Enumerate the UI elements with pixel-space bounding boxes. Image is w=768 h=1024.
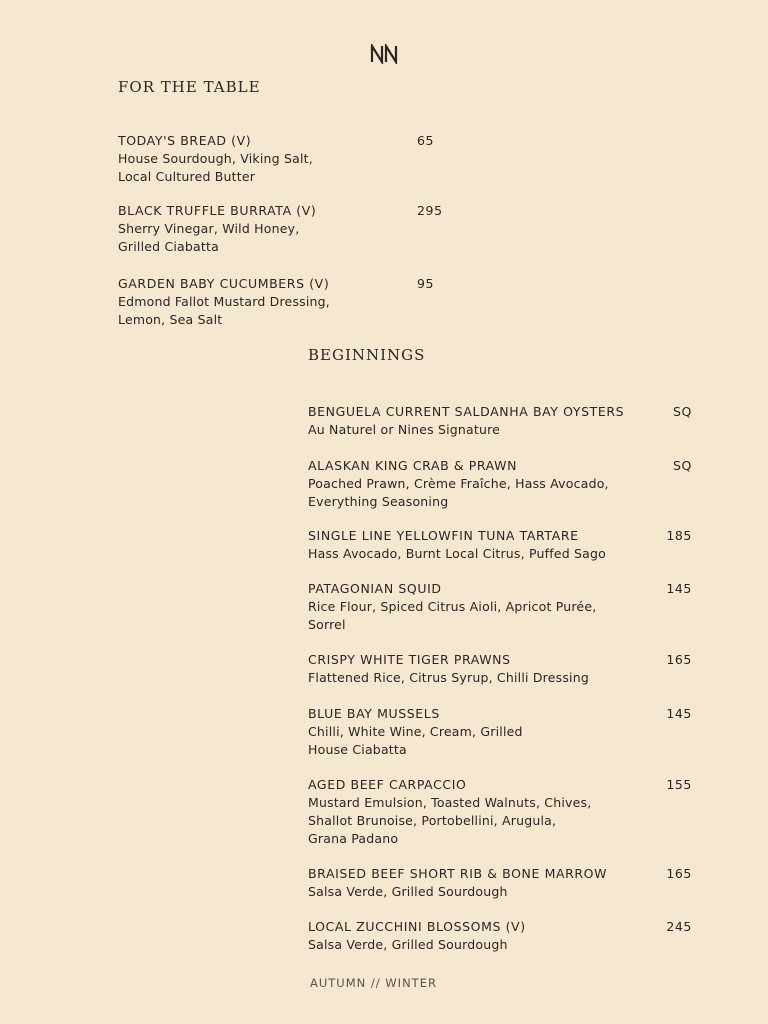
item-name: AGED BEEF CARPACCIO: [308, 777, 467, 792]
item-desc-line: House Sourdough, Viking Salt,: [118, 151, 313, 166]
item-desc-line: Salsa Verde, Grilled Sourdough: [308, 884, 508, 899]
item-desc-line: Sherry Vinegar, Wild Honey,: [118, 221, 300, 236]
item-desc-line: Lemon, Sea Salt: [118, 312, 223, 327]
item-desc-line: Grana Padano: [308, 831, 399, 846]
menu-item: [308, 705, 698, 759]
item-price: 95: [417, 276, 435, 291]
item-desc-line: Hass Avocado, Burnt Local Citrus, Puffed Sago: [308, 546, 607, 561]
menu-item: [118, 275, 435, 329]
item-price: 155: [666, 777, 692, 792]
item-price: 145: [666, 581, 692, 596]
item-price: 185: [666, 528, 692, 543]
item-price: SQ: [673, 458, 692, 473]
item-desc-line: House Ciabatta: [308, 742, 407, 757]
menu-item: [308, 457, 698, 511]
menu-item: [308, 580, 698, 634]
item-name: LOCAL ZUCCHINI BLOSSOMS (V): [308, 919, 526, 934]
item-name: TODAY'S BREAD (V): [118, 133, 252, 148]
menu-item: [118, 132, 435, 186]
item-name: SINGLE LINE YELLOWFIN TUNA TARTARE: [308, 528, 579, 543]
item-name: PATAGONIAN SQUID: [308, 581, 442, 596]
item-desc-line: Edmond Fallot Mustard Dressing,: [118, 294, 330, 309]
item-desc-line: Mustard Emulsion, Toasted Walnuts, Chives,: [308, 795, 592, 810]
item-name: BLACK TRUFFLE BURRATA (V): [118, 203, 317, 218]
item-desc-line: Grilled Ciabatta: [118, 239, 219, 254]
item-desc-line: Everything Seasoning: [308, 494, 449, 509]
item-price: 165: [666, 866, 692, 881]
item-name: CRISPY WHITE TIGER PRAWNS: [308, 652, 511, 667]
item-price: 245: [666, 919, 692, 934]
item-price: 145: [666, 706, 692, 721]
season-footer: AUTUMN // WINTER: [310, 976, 437, 990]
section-title-beginnings: BEGINNINGS: [308, 346, 426, 364]
item-name: BRAISED BEEF SHORT RIB & BONE MARROW: [308, 866, 608, 881]
nn-monogram-icon: [370, 44, 398, 64]
item-desc-line: Salsa Verde, Grilled Sourdough: [308, 937, 508, 952]
item-desc-line: Rice Flour, Spiced Citrus Aioli, Apricot Purée,: [308, 599, 597, 614]
menu-item: [308, 403, 698, 439]
item-name: ALASKAN KING CRAB & PRAWN: [308, 458, 518, 473]
item-desc-line: Poached Prawn, Crème Fraîche, Hass Avocado,: [308, 476, 609, 491]
item-desc-line: Chilli, White Wine, Cream, Grilled: [308, 724, 523, 739]
item-name: BENGUELA CURRENT SALDANHA BAY OYSTERS: [308, 404, 625, 419]
menu-item: [308, 651, 698, 687]
item-price: 295: [417, 203, 443, 218]
item-price: SQ: [673, 404, 692, 419]
item-name: BLUE BAY MUSSELS: [308, 706, 440, 721]
item-name: GARDEN BABY CUCUMBERS (V): [118, 276, 330, 291]
menu-item: [118, 202, 443, 256]
menu-item: [308, 918, 698, 954]
menu-item: [308, 527, 698, 563]
item-desc-line: Sorrel: [308, 617, 346, 632]
item-desc-line: Local Cultured Butter: [118, 169, 256, 184]
menu-item: [308, 865, 698, 901]
item-price: 65: [417, 133, 435, 148]
section-title-for-the-table: FOR THE TABLE: [118, 78, 261, 96]
item-desc-line: Au Naturel or Nines Signature: [308, 422, 501, 437]
item-desc-line: Flattened Rice, Citrus Syrup, Chilli Dressing: [308, 670, 589, 685]
item-price: 165: [666, 652, 692, 667]
item-desc-line: Shallot Brunoise, Portobellini, Arugula,: [308, 813, 557, 828]
menu-item: [308, 776, 698, 848]
